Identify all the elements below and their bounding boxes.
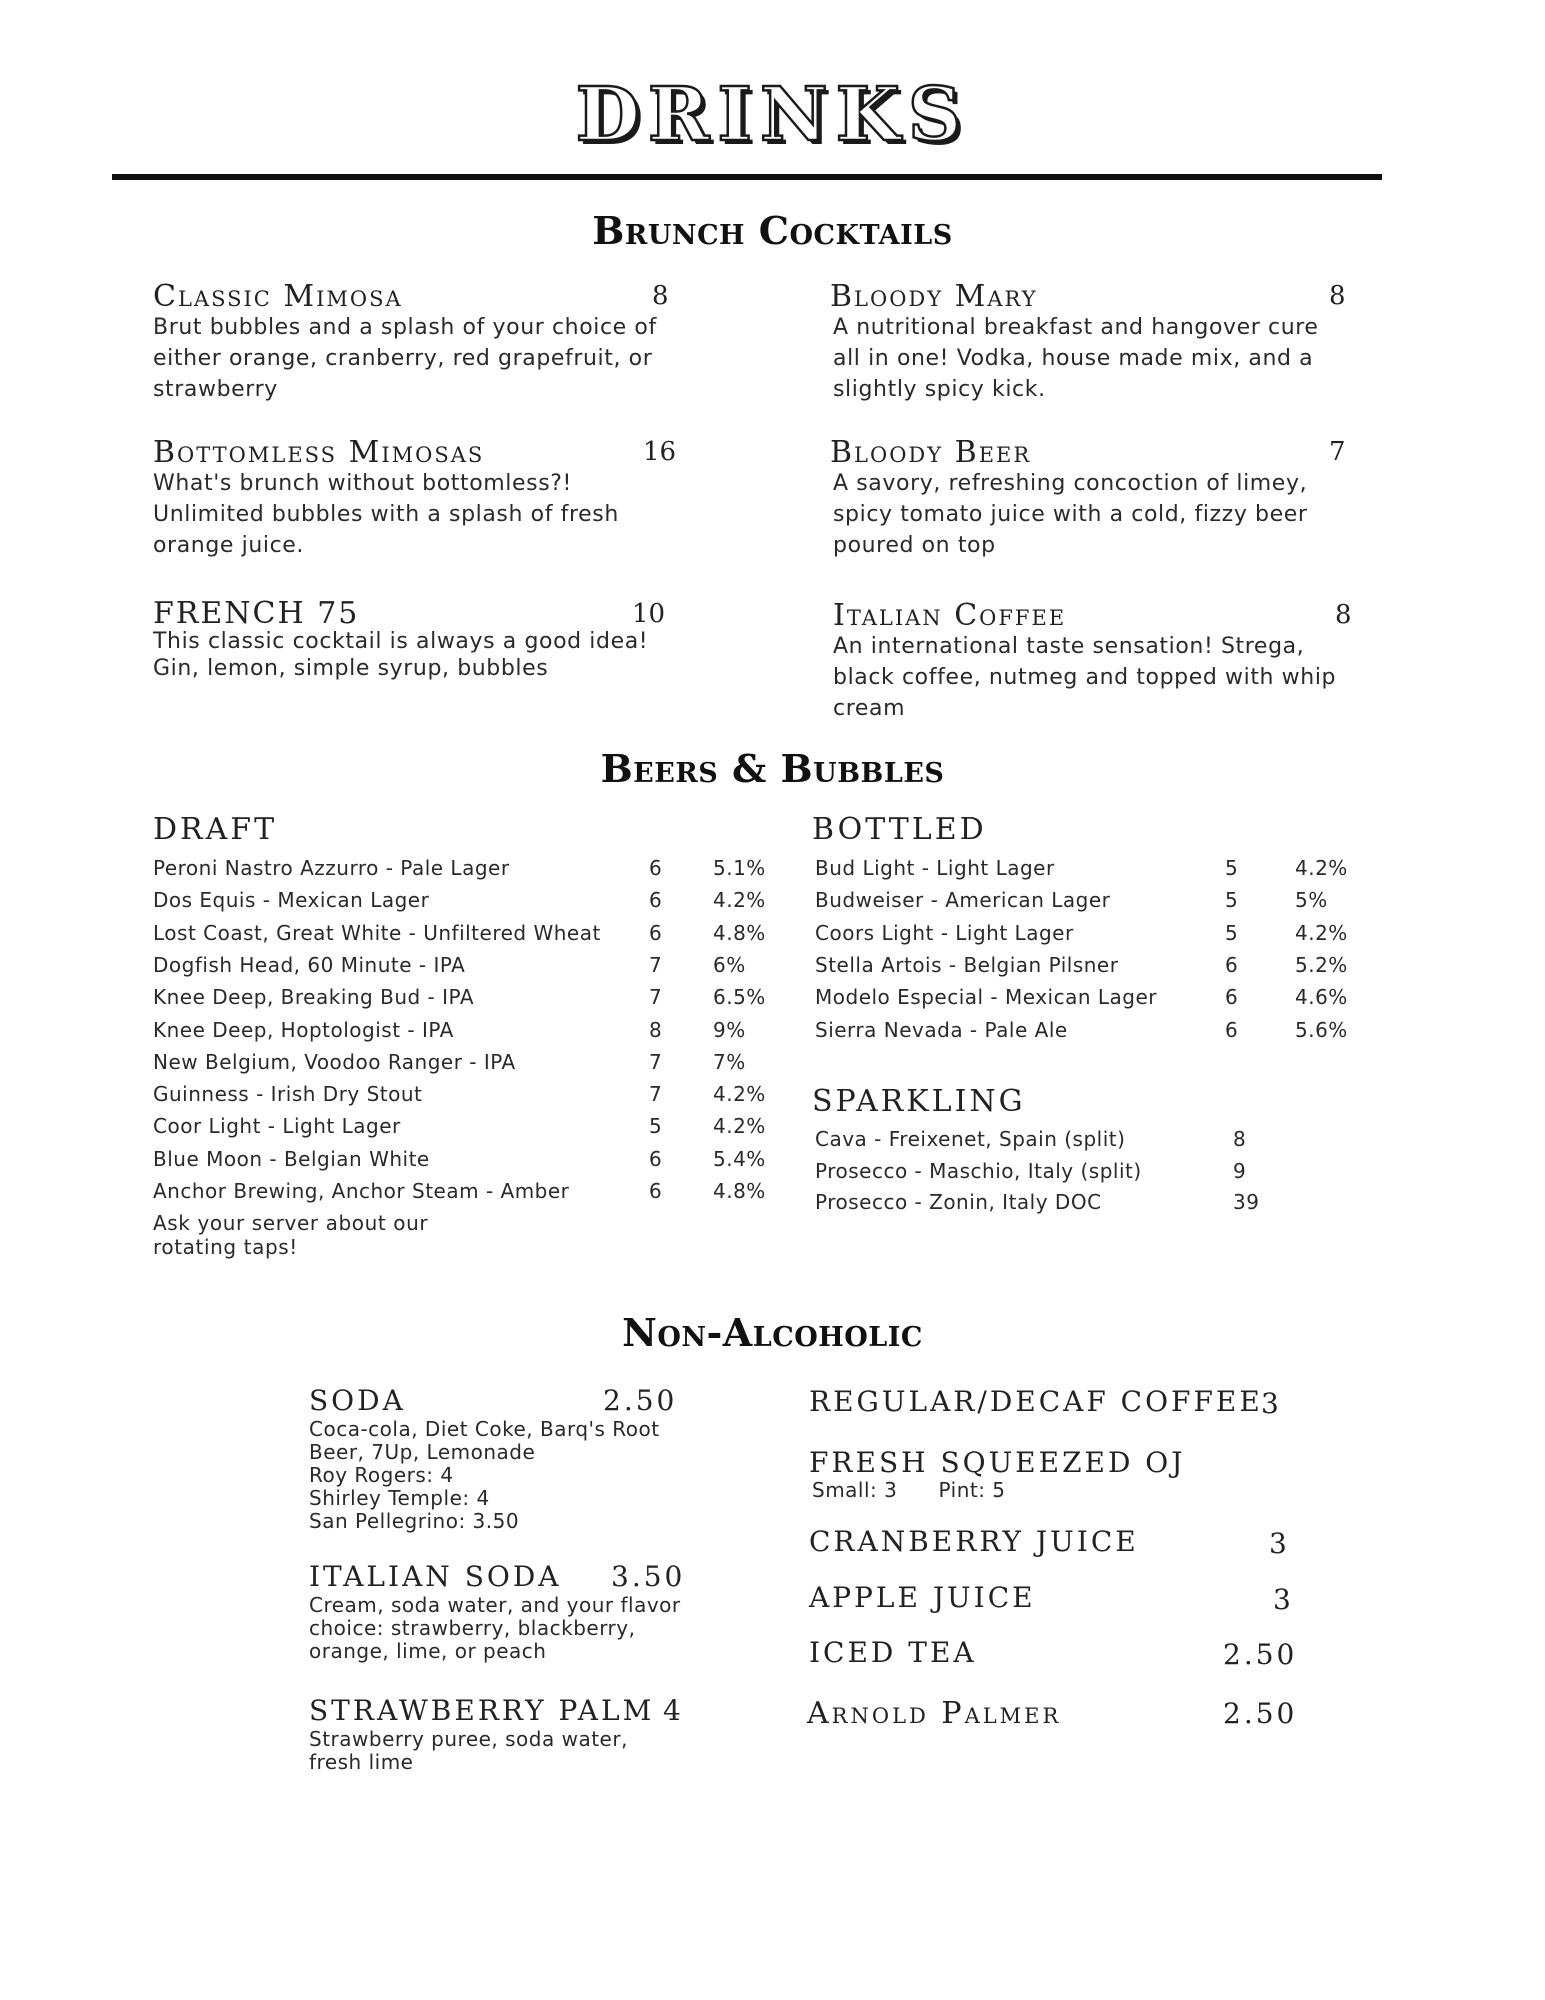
- item-name: Dos Equis - Mexican Lager: [153, 888, 430, 913]
- italian-soda-desc-line: choice: strawberry, blackberry,: [309, 1616, 636, 1640]
- bloody-beer-name: Bloody Beer: [830, 435, 1032, 470]
- bottomless-mimosas-price: 16: [643, 437, 677, 467]
- item-abv: 5.6%: [1295, 1017, 1348, 1042]
- item-abv: 9%: [713, 1017, 746, 1042]
- list-item: [153, 888, 773, 920]
- item-name: Prosecco - Maschio, Italy (split): [815, 1158, 1142, 1183]
- italian-soda-desc-line: Cream, soda water, and your flavor: [309, 1593, 681, 1617]
- apple-juice-name: APPLE JUICE: [809, 1581, 1036, 1614]
- bottled-heading: BOTTLED: [812, 812, 987, 847]
- menu-title: DRINKS: [575, 72, 970, 158]
- list-item: [153, 921, 773, 953]
- item-abv: 4.8%: [713, 1179, 766, 1203]
- cranberry-juice-name: CRANBERRY JUICE: [809, 1525, 1139, 1558]
- brunch-cocktails-heading: Brunch Cocktails: [592, 208, 953, 253]
- item-name: Bud Light - Light Lager: [815, 856, 1055, 880]
- item-abv: 7%: [713, 1049, 746, 1074]
- italian-soda-desc: [309, 1594, 681, 1663]
- item-name: Stella Artois - Belgian Pilsner: [815, 952, 1119, 977]
- bloody-beer-price: 7: [1329, 437, 1346, 467]
- item-price: 6: [649, 920, 663, 945]
- arnold-palmer-price: 2.50: [1223, 1697, 1298, 1730]
- item-price: 6: [1225, 1017, 1239, 1042]
- item-abv: 4.6%: [1295, 985, 1348, 1010]
- item-name: Dogfish Head, 60 Minute - IPA: [153, 952, 466, 977]
- fresh-oj-name: FRESH SQUEEZED OJ: [809, 1446, 1186, 1479]
- list-item: [815, 1190, 1275, 1222]
- item-price: 7: [649, 985, 663, 1010]
- list-item: [815, 1159, 1275, 1191]
- bloody-mary-desc: A nutritional breakfast and hangover cure all in one! Vodka, house made mix, and a slightly spicy kick.: [833, 315, 1319, 402]
- item-abv: 4.2%: [713, 1114, 766, 1139]
- soda-price: 2.50: [603, 1384, 678, 1417]
- item-price: 5: [1225, 856, 1239, 880]
- iced-tea-price: 2.50: [1223, 1638, 1298, 1671]
- item-name: Blue Moon - Belgian White: [153, 1146, 430, 1171]
- french-75-name: FRENCH 75: [153, 596, 360, 631]
- item-price: 39: [1233, 1190, 1260, 1214]
- soda-desc-line: Beer, 7Up, Lemonade: [309, 1440, 536, 1464]
- apple-juice-price: 3: [1273, 1583, 1294, 1616]
- cranberry-juice-price: 3: [1269, 1527, 1290, 1560]
- item-name: Modelo Especial - Mexican Lager: [815, 985, 1158, 1010]
- strawberry-palm-desc-line: Strawberry puree, soda water,: [309, 1727, 628, 1751]
- list-item: [815, 1127, 1275, 1159]
- iced-tea-name: ICED TEA: [809, 1636, 977, 1669]
- list-item: [815, 888, 1375, 920]
- italian-soda-desc-line: orange, lime, or peach: [309, 1639, 547, 1663]
- coffee-price: 3: [1261, 1387, 1282, 1420]
- arnold-palmer-name: Arnold Palmer: [807, 1696, 1062, 1731]
- item-price: 7: [649, 1049, 663, 1074]
- item-abv: 5%: [1295, 888, 1328, 913]
- soda-name: SODA: [309, 1384, 406, 1417]
- bottled-list: [815, 856, 1375, 1056]
- item-name: Guinness - Irish Dry Stout: [153, 1082, 423, 1107]
- item-name: Cava - Freixenet, Spain (split): [815, 1127, 1126, 1151]
- list-item: [153, 1114, 773, 1146]
- italian-coffee-price: 8: [1335, 600, 1352, 630]
- item-abv: 6.5%: [713, 985, 766, 1010]
- non-alcoholic-heading: Non-Alcoholic: [622, 1310, 923, 1355]
- item-abv: 4.2%: [1295, 856, 1348, 880]
- item-name: Coor Light - Light Lager: [153, 1114, 401, 1139]
- soda-desc-line: Roy Rogers: 4: [309, 1463, 454, 1487]
- item-abv: 4.2%: [1295, 920, 1348, 945]
- item-price: 6: [649, 1179, 663, 1203]
- item-price: 8: [649, 1017, 663, 1042]
- classic-mimosa-price: 8: [652, 281, 669, 311]
- item-price: 7: [649, 952, 663, 977]
- bottomless-mimosas-name: Bottomless Mimosas: [153, 435, 485, 470]
- italian-soda-name: ITALIAN SODA: [309, 1560, 562, 1593]
- list-item: [153, 1179, 773, 1211]
- title-divider: [112, 174, 1382, 180]
- item-name: Budweiser - American Lager: [815, 888, 1111, 913]
- item-name: Prosecco - Zonin, Italy DOC: [815, 1190, 1102, 1214]
- strawberry-palm-desc: [309, 1728, 628, 1774]
- french-75-price: 10: [632, 599, 666, 629]
- item-name: Lost Coast, Great White - Unfiltered Wheat: [153, 920, 601, 945]
- soda-desc: [309, 1418, 660, 1533]
- item-price: 6: [649, 856, 663, 880]
- bloody-mary-name: Bloody Mary: [830, 279, 1038, 314]
- item-price: 6: [1225, 952, 1239, 977]
- sparkling-list: [815, 1127, 1275, 1227]
- item-abv: 4.2%: [713, 888, 766, 913]
- item-abv: 5.4%: [713, 1146, 766, 1171]
- strawberry-palm-desc-line: fresh lime: [309, 1750, 414, 1774]
- bloody-beer-desc: A savory, refreshing concoction of limey, spicy tomato juice with a cold, fizzy beer poured on top: [833, 471, 1308, 558]
- list-item: [153, 1050, 773, 1082]
- item-price: 5: [1225, 888, 1239, 913]
- sparkling-heading: SPARKLING: [812, 1084, 1026, 1119]
- list-item: [153, 1018, 773, 1050]
- list-item: [153, 1082, 773, 1114]
- list-item: [153, 985, 773, 1017]
- item-price: 7: [649, 1082, 663, 1107]
- item-name: Sierra Nevada - Pale Ale: [815, 1017, 1068, 1042]
- item-name: New Belgium, Voodoo Ranger - IPA: [153, 1049, 516, 1074]
- draft-heading: DRAFT: [153, 812, 278, 847]
- list-item: [815, 1018, 1375, 1050]
- item-price: 6: [649, 888, 663, 913]
- item-price: 8: [1233, 1127, 1247, 1151]
- classic-mimosa-name: Classic Mimosa: [153, 279, 403, 314]
- item-name: Coors Light - Light Lager: [815, 920, 1074, 945]
- bottomless-mimosas-desc: What's brunch without bottomless?! Unlimited bubbles with a splash of fresh orange juice.: [153, 471, 619, 558]
- rotating-taps-note: Ask your server about our rotating taps!: [153, 1211, 429, 1259]
- soda-desc-line: Coca-cola, Diet Coke, Barq's Root: [309, 1417, 660, 1441]
- item-price: 9: [1233, 1158, 1247, 1183]
- list-item: [153, 1147, 773, 1179]
- item-name: Peroni Nastro Azzurro - Pale Lager: [153, 856, 510, 880]
- list-item: [815, 985, 1375, 1017]
- coffee-name: REGULAR/DECAF COFFEE: [809, 1385, 1263, 1418]
- item-price: 5: [649, 1114, 663, 1139]
- classic-mimosa-desc: Brut bubbles and a splash of your choice of either orange, cranberry, red grapefruit, or strawberry: [153, 315, 657, 402]
- strawberry-palm-name: STRAWBERRY PALM: [309, 1694, 655, 1727]
- item-name: Anchor Brewing, Anchor Steam - Amber: [153, 1179, 570, 1203]
- list-item: [815, 921, 1375, 953]
- item-price: 5: [1225, 920, 1239, 945]
- list-item: [815, 953, 1375, 985]
- soda-desc-line: San Pellegrino: 3.50: [309, 1509, 520, 1533]
- item-abv: 4.8%: [713, 920, 766, 945]
- item-abv: 5.2%: [1295, 952, 1348, 977]
- item-name: Knee Deep, Breaking Bud - IPA: [153, 985, 474, 1010]
- list-item: [153, 856, 773, 888]
- item-abv: 4.2%: [713, 1082, 766, 1107]
- item-abv: 6%: [713, 952, 746, 977]
- french-75-desc: This classic cocktail is always a good idea! Gin, lemon, simple syrup, bubbles: [153, 629, 649, 681]
- list-item: [153, 953, 773, 985]
- bloody-mary-price: 8: [1329, 281, 1346, 311]
- soda-desc-line: Shirley Temple: 4: [309, 1486, 490, 1510]
- italian-soda-price: 3.50: [611, 1560, 686, 1593]
- beers-bubbles-heading: Beers & Bubbles: [600, 746, 945, 791]
- item-abv: 5.1%: [713, 856, 766, 880]
- draft-list: [153, 856, 773, 1256]
- item-price: 6: [649, 1146, 663, 1171]
- italian-coffee-name: Italian Coffee: [833, 598, 1067, 633]
- strawberry-palm-price: 4: [663, 1694, 684, 1727]
- list-item: [815, 856, 1375, 888]
- item-name: Knee Deep, Hoptologist - IPA: [153, 1017, 454, 1042]
- item-price: 6: [1225, 985, 1239, 1010]
- fresh-oj-sizes: Small: 3 Pint: 5: [812, 1478, 1006, 1502]
- italian-coffee-desc: An international taste sensation! Strega, black coffee, nutmeg and topped with whip cream: [833, 634, 1337, 721]
